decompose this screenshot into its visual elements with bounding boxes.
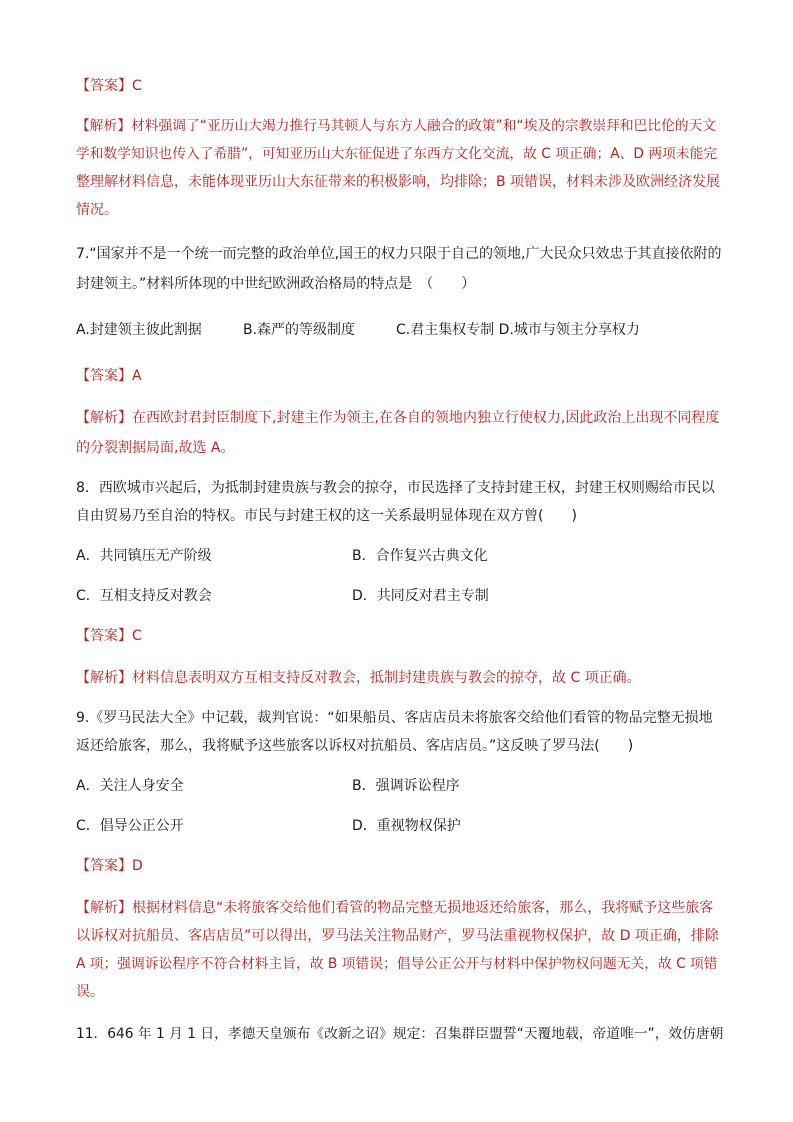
analysis-line: 学和数学知识也传入了希腊”，可知亚历山大东征促进了东西方文化交流，故 C 项正确；A、D 两项未能完	[76, 146, 718, 162]
q9-option-b: B．强调诉讼程序	[352, 778, 460, 794]
q8-option-c: C．互相支持反对教会	[76, 588, 212, 604]
q9-option-a: A．关注人身安全	[76, 778, 184, 794]
analysis-line: 的分裂割据局面,故选 A。	[76, 440, 235, 456]
analysis-line: 误。	[76, 984, 104, 1000]
analysis-line: 【解析】材料强调了“亚历山大竭力推行马其顿人与东方人融合的政策”和“埃及的宗教崇拜和巴比伦的天文	[76, 118, 717, 134]
analysis-line: 【解析】根据材料信息“未将旅客交给他们看管的物品完整无损地返还给旅客，那么，我将赋予这些旅客	[76, 900, 714, 916]
answer-label: 【答案】C	[76, 78, 142, 94]
q8-option-a: A．共同镇压无产阶级	[76, 548, 212, 564]
analysis-line: A 项；强调诉讼程序不符合材料主旨，故 B 项错误；倡导公正公开与材料中保护物权问题无关，故 C 项错	[76, 956, 718, 972]
answer-label: 【答案】C	[76, 628, 142, 644]
q9-option-c: C．倡导公正公开	[76, 818, 184, 834]
analysis-line: 【解析】在西欧封君封臣制度下,封建主作为领主,在各自的领地内独立行使权力,因此政治上出现不同程度	[76, 410, 720, 426]
question-8-stem: 自由贸易乃至自治的特权。市民与封建王权的这一关系最明显体现在双方曾( )	[76, 508, 577, 524]
q7-option-b: B.森严的等级制度	[243, 322, 356, 338]
question-7-stem: 7.“国家并不是一个统一而完整的政治单位,国王的权力只限于自己的领地,广大民众只效忠于其直接依附的	[76, 246, 722, 262]
q7-option-a: A.封建领主彼此割据	[76, 322, 202, 338]
analysis-line: 以诉权对抗船员、客店店员”可以得出，罗马法关注物品财产，罗马法重视物权保护，故 D 项正确，排除	[76, 928, 719, 944]
question-9-stem: 返还给旅客，那么，我将赋予这些旅客以诉权对抗船员、客店店员。”这反映了罗马法( )	[76, 738, 634, 754]
q8-option-b: B．合作复兴古典文化	[352, 548, 488, 564]
answer-label: 【答案】A	[76, 368, 142, 384]
question-11-stem: 11．646 年 1 月 1 日，孝德天皇颁布《改新之诏》规定：召集群臣盟誓“天覆地载，帝道唯一”，效仿唐朝	[76, 1026, 724, 1042]
analysis-line: 情况。	[76, 202, 118, 218]
analysis-line: 【解析】材料信息表明双方互相支持反对教会，抵制封建贵族与教会的掠夺，故 C 项正确。	[76, 670, 641, 686]
analysis-line: 整理解材料信息，未能体现亚历山大东征带来的积极影响，均排除；B 项错误，材料未涉及欧洲经济发展	[76, 174, 721, 190]
q7-option-cd: C.君主集权专制 D.城市与领主分享权力	[396, 322, 640, 338]
question-7-stem: 封建领主。”材料所体现的中世纪欧洲政治格局的特点是 （ ）	[76, 276, 476, 292]
answer-label: 【答案】D	[76, 858, 143, 874]
q9-option-d: D．重视物权保护	[352, 818, 461, 834]
question-8-stem: 8．西欧城市兴起后，为抵制封建贵族与教会的掠夺，市民选择了支持封建王权，封建王权则赐给市民以	[76, 480, 715, 496]
question-9-stem: 9.《罗马民法大全》中记载，裁判官说：“如果船员、客店店员未将旅客交给他们看管的物品完整无损地	[76, 710, 713, 726]
q8-option-d: D．共同反对君主专制	[352, 588, 489, 604]
